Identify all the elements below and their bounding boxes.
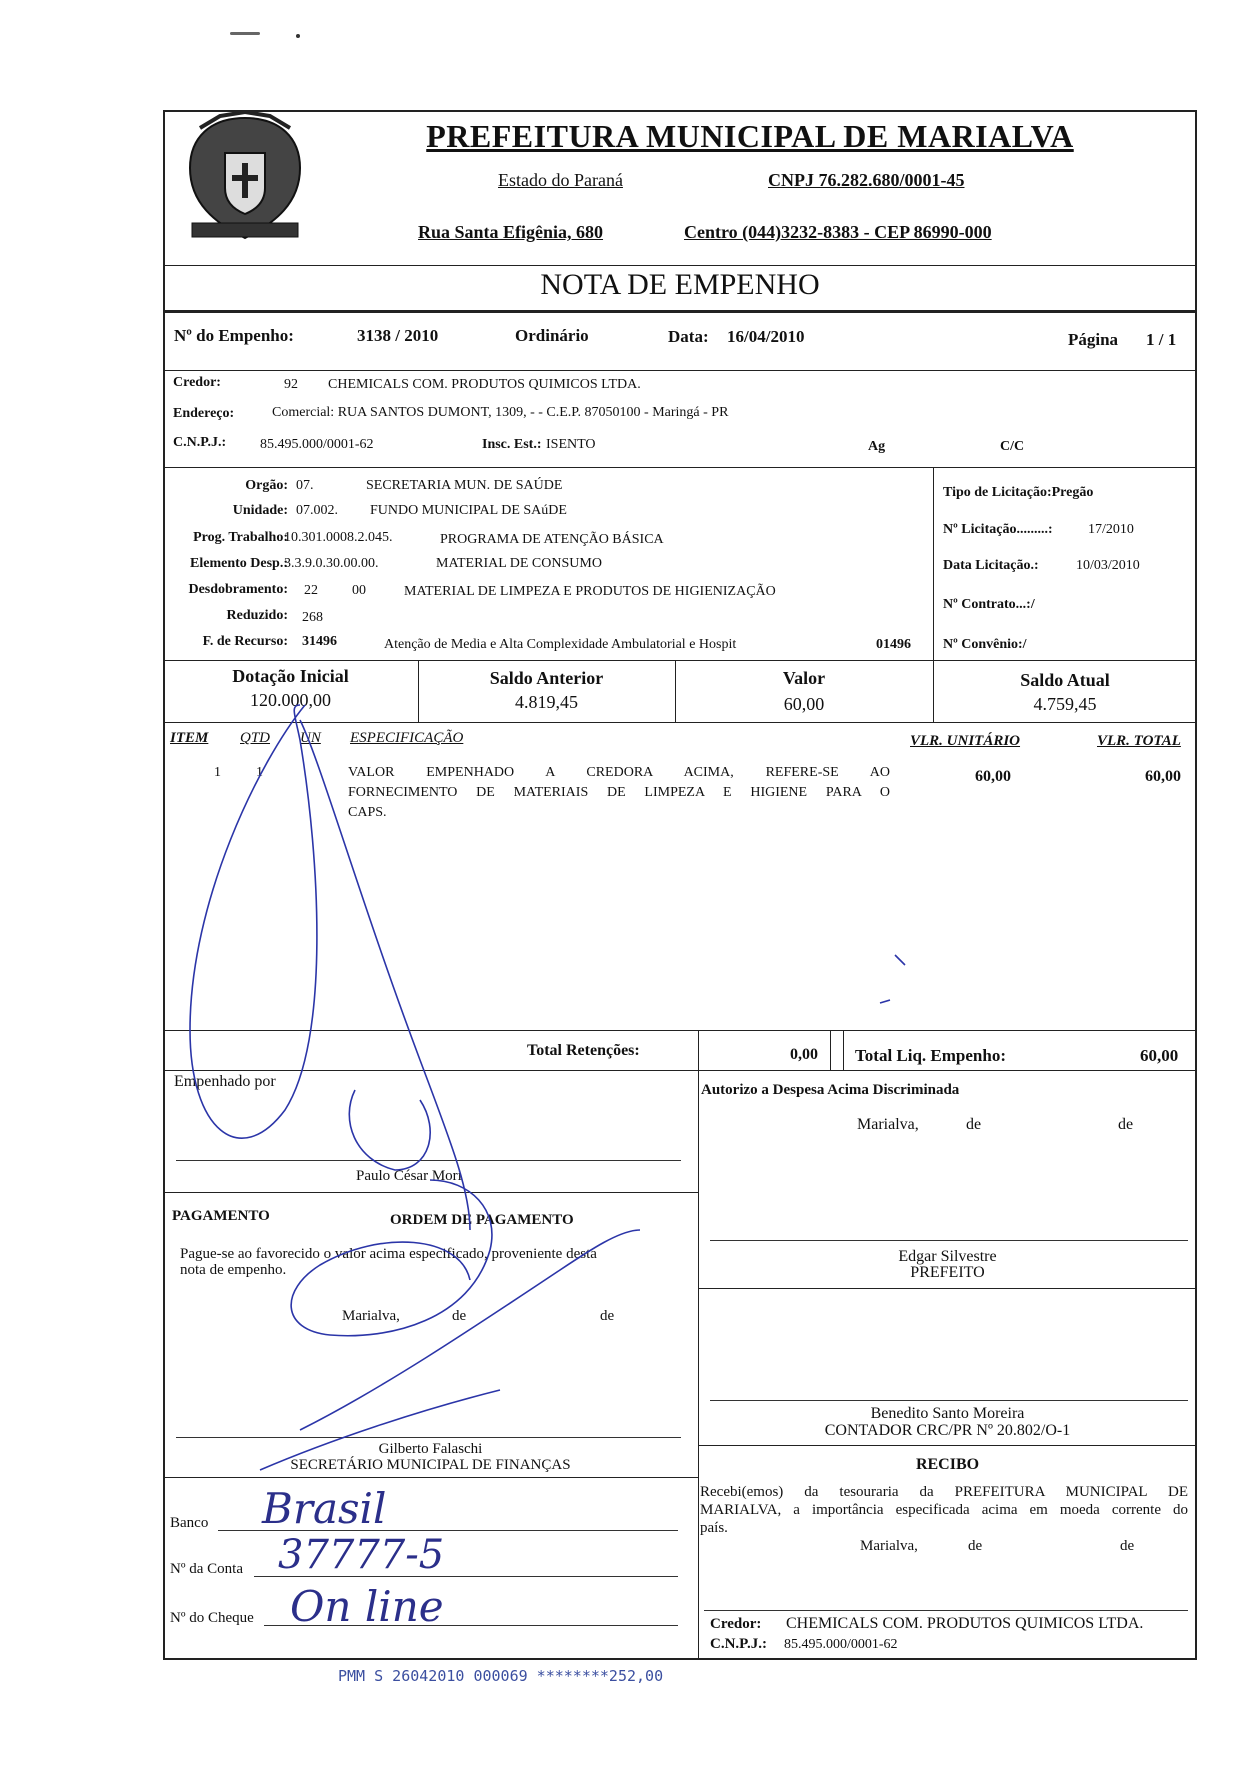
dotacao-value: 120.000,00	[250, 690, 331, 710]
licitacao-number-label: Nº Licitação.........:	[943, 522, 1053, 537]
prefeito-title: PREFEITO	[910, 1264, 985, 1281]
col-item: ITEM	[170, 730, 209, 746]
banco-label: Banco	[170, 1515, 209, 1531]
address: Rua Santa Efigênia, 680	[418, 222, 604, 242]
cheque-handwritten: On line	[290, 1582, 444, 1631]
credor-label: Credor:	[173, 375, 221, 390]
recurso-code: 31496	[302, 634, 337, 649]
conta-handwritten: 37777-5	[278, 1532, 445, 1578]
recibo-line2: MARIALVA, a importância especificada acima em moeda corrente do	[700, 1502, 1188, 1518]
cheque-label: Nº do Cheque	[170, 1610, 254, 1626]
saldo-atual-value: 4.759,45	[1033, 694, 1097, 714]
valor-label: Valor	[782, 668, 826, 688]
pague-line2: nota de empenho.	[180, 1262, 287, 1278]
recibo-de1: de	[968, 1538, 983, 1554]
recibo-line1: Recebi(emos) da tesouraria da PREFEITURA MUNICIPAL DE	[700, 1484, 1188, 1500]
financas-title: SECRETÁRIO MUNICIPAL DE FINANÇAS	[290, 1457, 571, 1473]
insc-label: Insc. Est.:	[482, 437, 542, 452]
conta-label: Nº da Conta	[170, 1561, 243, 1577]
autorizo-de1: de	[966, 1116, 982, 1133]
item-unit-price: 60,00	[975, 768, 1011, 785]
recibo-de2: de	[1120, 1538, 1135, 1554]
desdobramento-name: MATERIAL DE LIMPEZA E PRODUTOS DE HIGIENIZAÇÃO	[404, 584, 776, 599]
desdobramento-code2: 00	[352, 583, 366, 598]
item-qty: 1	[256, 765, 263, 780]
item-total: 60,00	[1145, 768, 1181, 785]
desdobramento-code1: 22	[304, 583, 318, 598]
credor-name: CHEMICALS COM. PRODUTOS QUIMICOS LTDA.	[328, 377, 641, 392]
page-label: Página	[1068, 330, 1119, 349]
valor-value: 60,00	[783, 694, 825, 714]
licitacao-date-label: Data Licitação.:	[943, 558, 1039, 573]
prog-name: PROGRAMA DE ATENÇÃO BÁSICA	[440, 532, 664, 547]
convenio: Nº Convênio:/	[943, 637, 1027, 652]
ag-label: Ag	[868, 439, 886, 454]
saldo-anterior-label: Saldo Anterior	[489, 668, 604, 688]
state-name: Estado do Paraná	[498, 170, 623, 190]
pay-city: Marialva,	[342, 1308, 400, 1324]
reduzido-label: Reduzido:	[226, 608, 288, 623]
cc-label: C/C	[1000, 439, 1025, 454]
endereco-label: Endereço:	[173, 406, 235, 421]
dotacao-label: Dotação Inicial	[232, 666, 349, 686]
credor-code: 92	[284, 377, 298, 392]
prefeito-name: Edgar Silvestre	[898, 1248, 997, 1265]
financas-name: Gilberto Falaschi	[378, 1441, 483, 1457]
autorizo-text: Autorizo a Despesa Acima Discriminada	[701, 1082, 960, 1098]
licitacao-type: Tipo de Licitação:Pregão	[943, 485, 1094, 500]
col-vlr-unitario: VLR. UNITÁRIO	[910, 733, 1021, 749]
elemento-code: 3.3.9.0.30.00.00.	[284, 556, 379, 571]
contrato: Nº Contrato...:/	[943, 597, 1035, 612]
orgao-code: 07.	[296, 478, 314, 493]
empenho-number: 3138 / 2010	[357, 326, 439, 345]
licitacao-date: 10/03/2010	[1076, 558, 1140, 573]
recibo-line3: país.	[700, 1520, 728, 1536]
empenho-number-label: Nº do Empenho:	[174, 326, 294, 345]
empenho-type: Ordinário	[515, 326, 589, 345]
elemento-label: Elemento Desp.:	[190, 556, 288, 571]
contact-info: Centro (044)3232-8383 - CEP 86990-000	[684, 222, 992, 242]
recibo-cnpj-label: C.N.P.J.:	[710, 1636, 767, 1652]
prog-code: 10.301.0008.2.045.	[284, 530, 393, 545]
pague-line1: Pague-se ao favorecido o valor acima especificado, proveniente desta	[180, 1246, 597, 1262]
cnpj-header: CNPJ 76.282.680/0001-45	[768, 170, 965, 190]
recurso-label: F. de Recurso:	[202, 634, 288, 649]
recibo-cnpj: 85.495.000/0001-62	[784, 1637, 898, 1652]
cnpj-value: 85.495.000/0001-62	[260, 437, 374, 452]
liquido-value: 60,00	[1140, 1046, 1179, 1065]
recurso-code2: 01496	[876, 637, 911, 652]
retencoes-value: 0,00	[790, 1046, 818, 1063]
pay-de2: de	[600, 1308, 615, 1324]
municipality-title: PREFEITURA MUNICIPAL DE MARIALVA	[426, 118, 1074, 154]
item-desc-line3: CAPS.	[348, 805, 387, 820]
recibo-credor-name: CHEMICALS COM. PRODUTOS QUIMICOS LTDA.	[786, 1615, 1144, 1632]
col-qtd: QTD	[240, 730, 271, 746]
prog-label: Prog. Trabalho:	[193, 530, 288, 545]
empenho-date: 16/04/2010	[727, 327, 805, 346]
date-label: Data:	[668, 327, 709, 346]
pay-de1: de	[452, 1308, 467, 1324]
unidade-name: FUNDO MUNICIPAL DE SAúDE	[370, 503, 567, 518]
pagamento-label: PAGAMENTO	[172, 1208, 270, 1224]
scan-mark	[230, 32, 260, 35]
elemento-name: MATERIAL DE CONSUMO	[436, 556, 602, 571]
cnpj-label: C.N.P.J.:	[173, 435, 227, 450]
orgao-name: SECRETARIA MUN. DE SAÚDE	[366, 478, 563, 493]
reduzido-value: 268	[302, 610, 323, 625]
recibo-label: RECIBO	[915, 1456, 980, 1473]
insc-value: ISENTO	[546, 437, 596, 452]
col-vlr-total: VLR. TOTAL	[1097, 733, 1181, 749]
item-number: 1	[214, 765, 221, 780]
banco-handwritten: Brasil	[262, 1484, 387, 1533]
recibo-credor-label: Credor:	[710, 1616, 762, 1632]
col-especificacao: ESPECIFICAÇÃO	[350, 730, 464, 746]
item-desc-line1: VALOR EMPENHADO A CREDORA ACIMA, REFERE-SE AO	[348, 765, 890, 780]
recurso-name: Atenção de Media e Alta Complexidade Ambulatorial e Hospit	[384, 637, 737, 652]
unidade-label: Unidade:	[232, 503, 288, 518]
retencoes-label: Total Retenções:	[527, 1042, 640, 1059]
saldo-anterior-value: 4.819,45	[515, 692, 578, 712]
page-number: 1 / 1	[1146, 330, 1177, 349]
saldo-atual-label: Saldo Atual	[1020, 670, 1110, 690]
contador-name: Benedito Santo Moreira	[870, 1405, 1025, 1422]
unidade-code: 07.002.	[296, 503, 338, 518]
autorizo-city: Marialva,	[857, 1116, 919, 1133]
item-desc-line2: FORNECIMENTO DE MATERIAIS DE LIMPEZA E HIGIENE PARA O	[348, 785, 890, 800]
desdobramento-label: Desdobramento:	[188, 582, 288, 597]
scan-mark	[296, 34, 300, 38]
contador-title: CONTADOR CRC/PR Nº 20.802/O-1	[824, 1422, 1071, 1439]
autorizo-de2: de	[1118, 1116, 1134, 1133]
endereco-value: Comercial: RUA SANTOS DUMONT, 1309, - - C.E.P. 87050100 - Maringá - PR	[272, 405, 729, 420]
empenhado-name: Paulo César Mori	[356, 1168, 462, 1184]
payment-stamp: PMM S 26042010 000069 ********252,00	[338, 1667, 664, 1685]
liquido-label: Total Liq. Empenho:	[855, 1046, 1006, 1065]
col-un: UN	[300, 730, 321, 746]
ordem-pagamento-label: ORDEM DE PAGAMENTO	[390, 1212, 574, 1228]
licitacao-number: 17/2010	[1088, 522, 1134, 537]
recibo-city: Marialva,	[860, 1538, 918, 1554]
orgao-label: Orgão:	[245, 478, 288, 493]
document-title: NOTA DE EMPENHO	[540, 268, 820, 301]
empenhado-label: Empenhado por	[174, 1073, 276, 1090]
